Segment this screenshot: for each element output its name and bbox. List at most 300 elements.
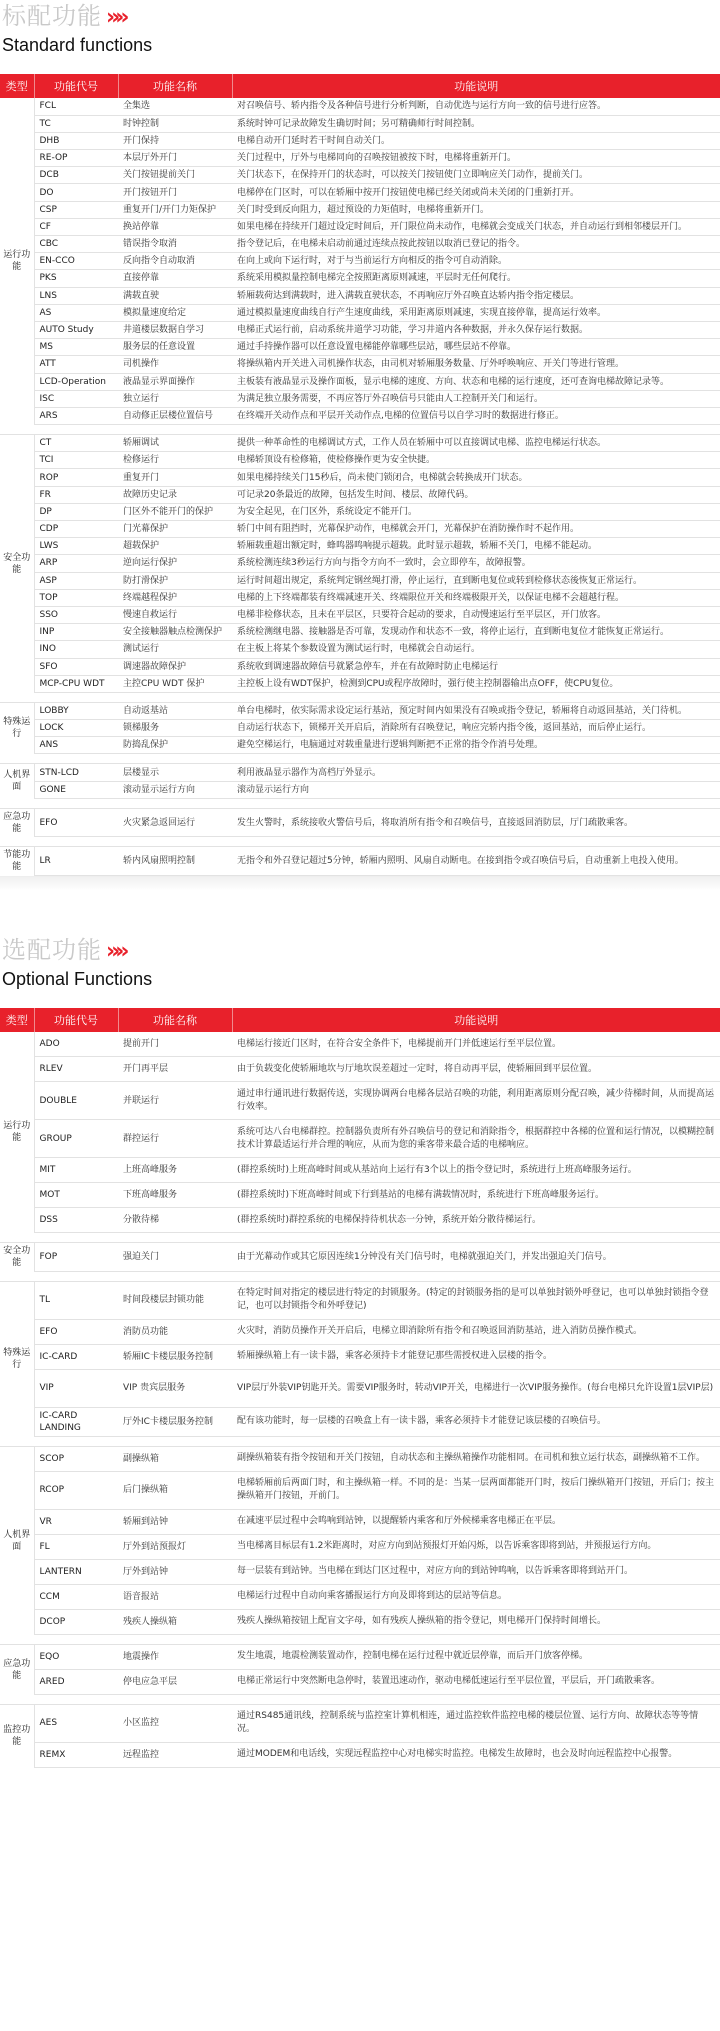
function-code: CBC (34, 236, 118, 253)
table-row (0, 781, 720, 798)
function-name: 轿厢到站钟 (118, 1509, 232, 1534)
function-name: 换站停靠 (118, 218, 232, 235)
header-code: 功能代号 (34, 1008, 118, 1032)
function-description: 避免空梯运行，电脑通过对载重量进行逻辑判断把不正常的指令作消号处理。 (232, 737, 720, 754)
function-name: 时间段楼层封锁功能 (118, 1281, 232, 1319)
table-row (0, 572, 720, 589)
table-row (0, 737, 720, 754)
function-description: 指令登记后，在电梯未启动前通过连续点按此按钮以取消已登记的指令。 (232, 236, 720, 253)
function-description: 由于负载变化使轿厢地坎与厅地坎误差超过一定时，将自动再平层，使轿厢回到平层位置。 (232, 1057, 720, 1082)
function-name: 层楼显示 (118, 764, 232, 781)
function-code: TCI (34, 452, 118, 469)
function-name: 测试运行 (118, 641, 232, 658)
function-name: 关门按钮提前关门 (118, 167, 232, 184)
function-name: 门区外不能开门的保护 (118, 503, 232, 520)
function-description: 电梯自动开门延时若干时间自动关门。 (232, 132, 720, 149)
separator-cell (0, 425, 720, 435)
function-description: 将操纵箱内开关进入司机操作状态，由司机对轿厢服务数量、厅外呼唤响应、开关门等进行管理。 (232, 356, 720, 373)
function-code: MIT (34, 1158, 118, 1183)
table-row (0, 270, 720, 287)
function-description: 系统检测继电器、接触器是否可靠，发现动作和状态不一致，将停止运行，直到断电复位才能恢复正常运行。 (232, 624, 720, 641)
function-description: 在特定时间对指定的楼层进行特定的封锁服务。(特定的封锁服务指的是可以单独封锁外呼登记，也可以单独封锁指令登记，也可以封锁指令和外呼登记) (232, 1281, 720, 1319)
table-row (0, 702, 720, 719)
function-name: 提前开门 (118, 1032, 232, 1057)
function-code: REMX (34, 1742, 118, 1767)
function-name: 上班高峰服务 (118, 1158, 232, 1183)
function-code: GONE (34, 781, 118, 798)
category-cell: 人机界面 (0, 1446, 34, 1634)
table-row (0, 1158, 720, 1183)
table-row (0, 1243, 720, 1272)
function-description: 电梯停在门区时，可以在轿厢中按开门按钮使电梯已经关闭或尚未关闭的门重新打开。 (232, 184, 720, 201)
standard-header (0, 0, 720, 74)
table-row (0, 435, 720, 452)
function-code: FCL (34, 98, 118, 115)
table-row (0, 167, 720, 184)
table-row (0, 1471, 720, 1509)
function-code: ANS (34, 737, 118, 754)
function-name: 自动修正层楼位置信号 (118, 407, 232, 424)
function-description: 自动运行状态下，锁梯开关开启后，消除所有召唤登记，响应完轿内指令後，返回基站，而后停止运行。 (232, 720, 720, 737)
group-separator (0, 1271, 720, 1281)
function-description: 由于光幕动作或其它原因连续1分钟没有关门信号时，电梯就强迫关门，并发出强迫关门信号。 (232, 1243, 720, 1272)
table-row (0, 675, 720, 692)
table-row (0, 521, 720, 538)
function-code: LOBBY (34, 702, 118, 719)
header-type: 类型 (0, 1008, 34, 1032)
function-code: RLEV (34, 1057, 118, 1082)
function-description: 为安全起见，在门区外，系统设定不能开门。 (232, 503, 720, 520)
function-name: 本层厅外开门 (118, 150, 232, 167)
table-row (0, 287, 720, 304)
category-cell: 特殊运行 (0, 702, 34, 754)
function-description: 滚动显示运行方向 (232, 781, 720, 798)
table-row (0, 1344, 720, 1369)
function-name: 直接停靠 (118, 270, 232, 287)
function-code: AUTO Study (34, 321, 118, 338)
optional-header (0, 934, 720, 1008)
function-description: 副操纵箱装有指令按钮和开关门按钮，自动状态和主操纵箱操作功能相同。在司机和独立运行状态，副操纵箱不工作。 (232, 1446, 720, 1471)
function-code: AS (34, 304, 118, 321)
function-name: 安全接触器触点检测保护 (118, 624, 232, 641)
header-name: 功能名称 (118, 74, 232, 98)
function-name: 火灾紧急返回运行 (118, 808, 232, 837)
function-description: 轿厢载荷达到满载时，进入满载直驶状态，不再响应厅外召唤直达轿内指令指定楼层。 (232, 287, 720, 304)
standard-functions-table (0, 74, 720, 876)
function-code: MOT (34, 1183, 118, 1208)
category-cell: 应急功能 (0, 1644, 34, 1694)
table-row (0, 538, 720, 555)
table-row (0, 808, 720, 837)
function-name: 全集选 (118, 98, 232, 115)
function-code: INP (34, 624, 118, 641)
table-row (0, 1584, 720, 1609)
function-name: 消防员功能 (118, 1319, 232, 1344)
function-name: 锁梯服务 (118, 720, 232, 737)
table-row (0, 132, 720, 149)
function-description: 主板装有液晶显示及操作面板，显示电梯的速度、方向、状态和电梯的运行速度，还可查询电梯故障记录等。 (232, 373, 720, 390)
function-description: 系统收到调速器故障信号就紧急停车，并在有故障时防止电梯运行 (232, 658, 720, 675)
function-code: LANTERN (34, 1559, 118, 1584)
category-cell: 人机界面 (0, 764, 34, 798)
function-code: EQO (34, 1644, 118, 1669)
header-name: 功能名称 (118, 1008, 232, 1032)
function-name: 超载保护 (118, 538, 232, 555)
function-name: 小区监控 (118, 1704, 232, 1742)
table-row (0, 304, 720, 321)
function-code: CCM (34, 1584, 118, 1609)
table-row (0, 1742, 720, 1767)
function-description: 通过MODEM和电话线，实现远程监控中心对电梯实时监控。电梯发生故障时，也会及时向远程监控中心报警。 (232, 1742, 720, 1767)
table-row (0, 1669, 720, 1694)
group-separator (0, 692, 720, 702)
function-description: 当电梯离目标层有1.2米距离时，对应方向到站预报灯开始闪烁，以告诉乘客即将到站，并预报运行方向。 (232, 1534, 720, 1559)
function-name: 强迫关门 (118, 1243, 232, 1272)
function-code: MCP-CPU WDT (34, 675, 118, 692)
function-description: 通过串行通讯进行数据传送，实现协调两台电梯各层站召唤的功能，利用距离原则分配召唤，减少待梯时间，从而提高运行效率。 (232, 1082, 720, 1120)
header-type: 类型 (0, 74, 34, 98)
table-row (0, 641, 720, 658)
function-description: 电梯运行接近门区时，在符合安全条件下，电梯提前开门并低速运行至平层位置。 (232, 1032, 720, 1057)
function-description: 如果电梯在持续开门超过设定时间后，开门限位尚未动作，电梯就会变成关门状态，并自动运行到相邻楼层开门。 (232, 218, 720, 235)
separator-cell (0, 1233, 720, 1243)
separator-cell (0, 798, 720, 808)
table-row (0, 658, 720, 675)
function-description: 电梯运行过程中自动向乘客播报运行方向及即将到达的层站等信息。 (232, 1584, 720, 1609)
table-row (0, 1319, 720, 1344)
function-description: 如果电梯持续关门15秒后，尚未使门锁闭合，电梯就会转换成开门状态。 (232, 469, 720, 486)
table-row (0, 1559, 720, 1584)
table-row (0, 1183, 720, 1208)
function-description: 利用液晶显示器作为高档厅外显示。 (232, 764, 720, 781)
function-code: LWS (34, 538, 118, 555)
table-row (0, 1082, 720, 1120)
table-row (0, 339, 720, 356)
function-code: ASP (34, 572, 118, 589)
function-description: 在减速平层过程中会鸣响到站钟，以提醒轿内乘客和厅外候梯乘客电梯正在平层。 (232, 1509, 720, 1534)
separator-cell (0, 1271, 720, 1281)
function-code: DOUBLE (34, 1082, 118, 1120)
function-description: 在主板上将某个参数设置为测试运行时，电梯就会自动运行。 (232, 641, 720, 658)
function-code: AES (34, 1704, 118, 1742)
optional-functions-table (0, 1008, 720, 1768)
function-code: VR (34, 1509, 118, 1534)
function-description: 轿门中间有阻挡时，光幕保护动作，电梯就会开门，光幕保护在消防操作时不起作用。 (232, 521, 720, 538)
function-name: 轿厢调试 (118, 435, 232, 452)
function-name: 终端越程保护 (118, 589, 232, 606)
standard-title-zh: 标配功能 »» (2, 2, 125, 30)
function-description: 残疾人操纵箱按钮上配盲文字母，如有残疾人操纵箱的指令登记，则电梯开门保持时间增长。 (232, 1609, 720, 1634)
function-code: VIP (34, 1369, 118, 1407)
group-separator (0, 1634, 720, 1644)
function-code: TC (34, 115, 118, 132)
function-name: 残疾人操纵箱 (118, 1609, 232, 1634)
table-row (0, 1644, 720, 1669)
function-code: LNS (34, 287, 118, 304)
table-row (0, 764, 720, 781)
function-description: 关门时受到反向阻力，超过预设的力矩值时，电梯将重新开门。 (232, 201, 720, 218)
function-name: 轿厢IC卡楼层服务控制 (118, 1344, 232, 1369)
function-name: 司机操作 (118, 356, 232, 373)
category-cell: 运行功能 (0, 1032, 34, 1233)
function-description: 系统检测连续3秒运行方向与指令方向不一致时，会立即停车，故障报警。 (232, 555, 720, 572)
table-row (0, 1208, 720, 1233)
function-description: 关门过程中，厅外与电梯同向的召唤按钮被按下时，电梯将重新开门。 (232, 150, 720, 167)
category-cell: 安全功能 (0, 1243, 34, 1272)
function-name: 慢速自救运行 (118, 606, 232, 623)
function-code: CF (34, 218, 118, 235)
table-row (0, 98, 720, 115)
function-code: TL (34, 1281, 118, 1319)
group-separator (0, 1233, 720, 1243)
group-separator (0, 754, 720, 764)
function-code: FOP (34, 1243, 118, 1272)
table-row (0, 555, 720, 572)
function-code: LR (34, 847, 118, 876)
separator-cell (0, 1694, 720, 1704)
function-code: IC-CARD (34, 1344, 118, 1369)
table-row (0, 253, 720, 270)
table-row (0, 452, 720, 469)
function-name: 下班高峰服务 (118, 1183, 232, 1208)
function-code: SSO (34, 606, 118, 623)
function-name: 远程监控 (118, 1742, 232, 1767)
function-name: 防捣乱保护 (118, 737, 232, 754)
function-code: RCOP (34, 1471, 118, 1509)
function-description: 电梯轿厢前后两面门时，和主操纵箱一样。不同的是：当某一层两面都能开门时，按后门操纵箱开门按钮，开后门；按主操纵箱开门按钮，开前门。 (232, 1471, 720, 1509)
table-header-row (0, 74, 720, 98)
function-code: EFO (34, 808, 118, 837)
table-row (0, 236, 720, 253)
table-row (0, 1281, 720, 1319)
function-description: 在向上或向下运行时，对于与当前运行方向相反的指令可自动消除。 (232, 253, 720, 270)
function-code: DSS (34, 1208, 118, 1233)
function-code: ATT (34, 356, 118, 373)
function-name: 服务层的任意设置 (118, 339, 232, 356)
table-row (0, 1446, 720, 1471)
function-code: IC-CARD LANDING (34, 1407, 118, 1436)
function-description: 配有该功能时，每一层楼的召唤盒上有一读卡器，乘客必须持卡才能登记该层楼的召唤信号。 (232, 1407, 720, 1436)
table-row (0, 606, 720, 623)
function-name: 调速器故障保护 (118, 658, 232, 675)
function-code: STN-LCD (34, 764, 118, 781)
function-code: LCD-Operation (34, 373, 118, 390)
table-row (0, 589, 720, 606)
separator-cell (0, 692, 720, 702)
function-code: LOCK (34, 720, 118, 737)
function-code: FL (34, 1534, 118, 1559)
function-description: 电梯的上下终端都装有终端减速开关、终端限位开关和终端极限开关，以保证电梯不会超越行程。 (232, 589, 720, 606)
function-description: 系统可达八台电梯群控。控制器负责所有外召唤信号的登记和消除指令，根据群控中各梯的位置和运行情况，以模糊控制技术计算最适运行并合理的响应，从而为您的乘客带来最合适的电梯响应。 (232, 1120, 720, 1158)
function-code: RE-OP (34, 150, 118, 167)
group-separator (0, 425, 720, 435)
function-description: (群控系统时)下班高峰时间或下行到基站的电梯有满载情况时，系统进行下班高峰服务运行。 (232, 1183, 720, 1208)
table-row (0, 1120, 720, 1158)
table-row (0, 390, 720, 407)
function-code: ISC (34, 390, 118, 407)
function-code: MS (34, 339, 118, 356)
function-code: CT (34, 435, 118, 452)
separator-cell (0, 754, 720, 764)
function-code: ARED (34, 1669, 118, 1694)
function-code: ADO (34, 1032, 118, 1057)
header-desc: 功能说明 (232, 1008, 720, 1032)
function-description: 轿厢操纵箱上有一读卡器，乘客必须持卡才能登记那些需授权进入层楼的指令。 (232, 1344, 720, 1369)
function-description: 火灾时，消防员操作开关开启后，电梯立即消除所有指令和召唤返回消防基站，进入消防员操作模式。 (232, 1319, 720, 1344)
function-name: 轿内风扇照明控制 (118, 847, 232, 876)
function-code: DO (34, 184, 118, 201)
function-description: 通过手持操作器可以任意设置电梯能停靠哪些层站，哪些层站不停靠。 (232, 339, 720, 356)
function-name: 门光幕保护 (118, 521, 232, 538)
double-chevron-icon: »» (106, 5, 125, 30)
table-row (0, 503, 720, 520)
function-description: 提供一种革命性的电梯调试方式，工作人员在轿厢中可以直接调试电梯、监控电梯运行状态。 (232, 435, 720, 452)
function-code: DCOP (34, 1609, 118, 1634)
function-description: 对召唤信号、轿内指令及各种信号进行分析判断，自动优选与运行方向一致的信号进行应答。 (232, 98, 720, 115)
table-row (0, 201, 720, 218)
function-description: 发生火警时，系统接收火警信号后，将取消所有指令和召唤信号，直接返回消防层，厅门疏散乘客。 (232, 808, 720, 837)
function-name: 错误指令取消 (118, 236, 232, 253)
table-row (0, 847, 720, 876)
standard-title-en: Standard functions (2, 35, 153, 55)
function-description: 可记录20条最近的故障，包括发生时间、楼层、故障代码。 (232, 486, 720, 503)
table-row (0, 218, 720, 235)
function-code: CDP (34, 521, 118, 538)
function-code: INO (34, 641, 118, 658)
optional-section (0, 934, 720, 1768)
function-code: DCB (34, 167, 118, 184)
function-description: VIP层厅外装VIP钥匙开关。需要VIP服务时，转动VIP开关，电梯进行一次VIP服务操作。(每台电梯只允许设置1层VIP层) (232, 1369, 720, 1407)
category-cell: 特殊运行 (0, 1281, 34, 1436)
table-row (0, 1057, 720, 1082)
function-description: (群控系统时)群控系统的电梯保持待机状态一分钟，系统开始分散待梯运行。 (232, 1208, 720, 1233)
function-name: 重复开门/开门力矩保护 (118, 201, 232, 218)
function-name: 厅外到站钟 (118, 1559, 232, 1584)
category-cell: 运行功能 (0, 98, 34, 425)
function-description: 电梯正常运行中突然断电急停时，装置迅速动作，驱动电梯低速运行至平层位置，平层后，开门疏散乘客。 (232, 1669, 720, 1694)
function-code: GROUP (34, 1120, 118, 1158)
table-row (0, 321, 720, 338)
function-name: 故障历史记录 (118, 486, 232, 503)
function-code: DP (34, 503, 118, 520)
function-description: 电梯非检修状态，且未在平层区，只要符合起动的要求，自动慢速运行至平层区，开门放客。 (232, 606, 720, 623)
function-description: 轿厢载重超出额定时，蜂鸣器鸣响提示超载。此时显示超载，轿厢不关门，电梯不能起动。 (232, 538, 720, 555)
table-row (0, 1704, 720, 1742)
group-separator (0, 798, 720, 808)
function-name: 主控CPU WDT 保护 (118, 675, 232, 692)
table-row (0, 1509, 720, 1534)
header-code: 功能代号 (34, 74, 118, 98)
section-divider (0, 876, 720, 934)
function-code: CSP (34, 201, 118, 218)
table-row (0, 469, 720, 486)
table-row (0, 624, 720, 641)
function-code: DHB (34, 132, 118, 149)
function-name: VIP 贵宾层服务 (118, 1369, 232, 1407)
function-name: 厅外到站预报灯 (118, 1534, 232, 1559)
category-cell: 应急功能 (0, 808, 34, 837)
function-name: 地震操作 (118, 1644, 232, 1669)
function-code: EFO (34, 1319, 118, 1344)
optional-title-en: Optional Functions (2, 968, 153, 989)
double-chevron-icon: »» (106, 938, 125, 964)
group-separator (0, 1694, 720, 1704)
function-description: (群控系统时)上班高峰时间或从基站向上运行有3个以上的指令登记时，系统进行上班高峰服务运行。 (232, 1158, 720, 1183)
table-row (0, 486, 720, 503)
function-name: 厅外IC卡楼层服务控制 (118, 1407, 232, 1436)
header-desc: 功能说明 (232, 74, 720, 98)
function-name: 群控运行 (118, 1120, 232, 1158)
table-row (0, 184, 720, 201)
optional-title-zh: 选配功能 »» (2, 935, 125, 964)
function-code: TOP (34, 589, 118, 606)
function-name: 语音报站 (118, 1584, 232, 1609)
function-code: ARP (34, 555, 118, 572)
function-description: 系统时钟可记录故障发生确切时间；另可精确师行时间控制。 (232, 115, 720, 132)
table-row (0, 150, 720, 167)
function-name: 反向指令自动取消 (118, 253, 232, 270)
group-separator (0, 1436, 720, 1446)
function-description: 无指令和外召登记超过5分钟，轿厢内照明、风扇自动断电。在接到指令或召唤信号后，自动重新上电投入使用。 (232, 847, 720, 876)
function-description: 运行时间超出规定，系统判定钢丝绳打滑，停止运行，直到断电复位或转到检修状态後恢复正常运行。 (232, 572, 720, 589)
function-code: SFO (34, 658, 118, 675)
function-description: 关门状态下，在保持开门的状态时，可以按关门按钮使门立即响应关门动作，提前关门。 (232, 167, 720, 184)
function-description: 电梯轿顶设有检修箱，使检修操作更为安全快捷。 (232, 452, 720, 469)
function-name: 防打滑保护 (118, 572, 232, 589)
group-separator (0, 837, 720, 847)
table-row (0, 407, 720, 424)
function-name: 时钟控制 (118, 115, 232, 132)
table-row (0, 373, 720, 390)
function-description: 主控板上设有WDT保护，检测到CPU或程序故障时，强行使主控制器输出点OFF，使CPU复位。 (232, 675, 720, 692)
category-cell: 监控功能 (0, 1704, 34, 1767)
function-name: 独立运行 (118, 390, 232, 407)
function-description: 系统采用模拟量控制电梯完全按照距离原则减速，平层时无任何爬行。 (232, 270, 720, 287)
standard-section (0, 0, 720, 876)
table-row (0, 1609, 720, 1634)
function-name: 开门再平层 (118, 1057, 232, 1082)
table-row (0, 720, 720, 737)
separator-cell (0, 1436, 720, 1446)
table-row (0, 1369, 720, 1407)
function-code: FR (34, 486, 118, 503)
table-header-row (0, 1008, 720, 1032)
function-code: EN-CCO (34, 253, 118, 270)
function-name: 副操纵箱 (118, 1446, 232, 1471)
function-name: 井道楼层数据自学习 (118, 321, 232, 338)
function-description: 通过模拟量速度曲线自行产生速度曲线，采用距离原则减速，实现直接停靠，提高运行效率。 (232, 304, 720, 321)
function-name: 模拟量速度给定 (118, 304, 232, 321)
function-name: 检修运行 (118, 452, 232, 469)
function-name: 开门按钮开门 (118, 184, 232, 201)
function-name: 开门保持 (118, 132, 232, 149)
function-name: 停电应急平层 (118, 1669, 232, 1694)
table-row (0, 1534, 720, 1559)
function-description: 通过RS485通讯线，控制系统与监控室计算机相连，通过监控软件监控电梯的楼层位置、运行方向、故障状态等等情况。 (232, 1704, 720, 1742)
function-code: PKS (34, 270, 118, 287)
function-name: 分散待梯 (118, 1208, 232, 1233)
function-name: 满载直驶 (118, 287, 232, 304)
function-name: 逆向运行保护 (118, 555, 232, 572)
function-code: SCOP (34, 1446, 118, 1471)
function-name: 自动返基站 (118, 702, 232, 719)
function-name: 重复开门 (118, 469, 232, 486)
table-row (0, 1407, 720, 1436)
function-description: 单台电梯时，依实际需求设定运行基站，预定时间内如果没有召唤或指令登记，轿厢将自动返回基站，关门待机。 (232, 702, 720, 719)
category-cell: 节能功能 (0, 847, 34, 876)
function-description: 发生地震，地震检测装置动作，控制电梯在运行过程中就近层停靠，而后开门放客停梯。 (232, 1644, 720, 1669)
separator-cell (0, 837, 720, 847)
